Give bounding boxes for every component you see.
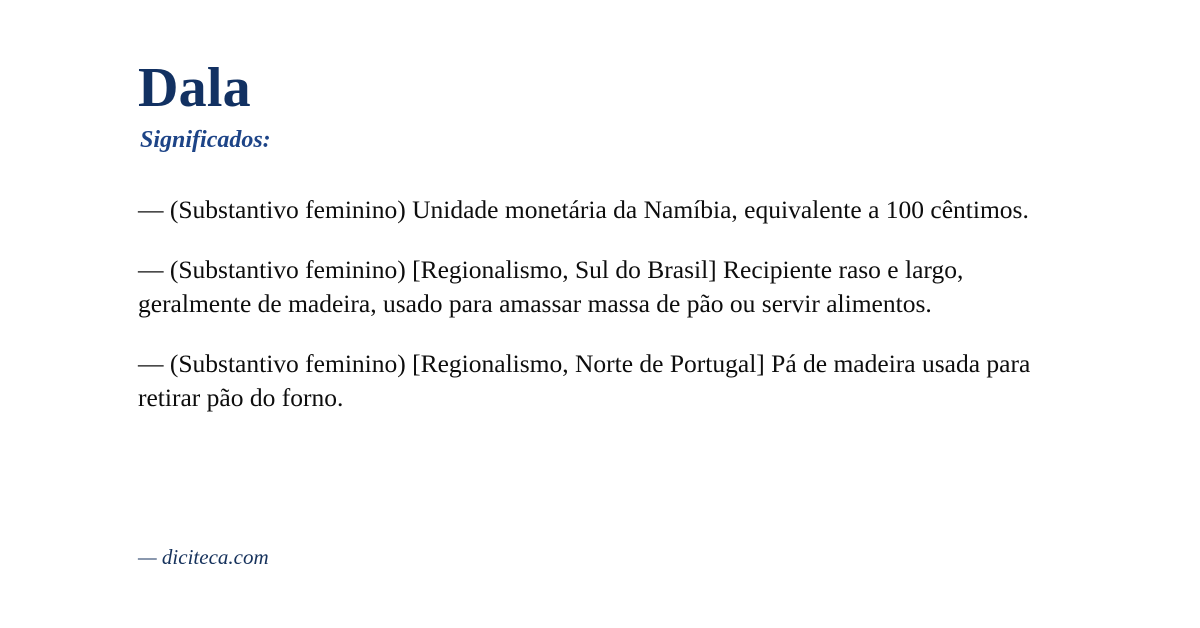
page-title: Dala — [138, 57, 251, 119]
meanings-label: Significados: — [140, 127, 271, 154]
definition-item: — (Substantivo feminino) [Regionalismo, Norte de Portugal] Pá de madeira usada para retirar pão do forno. — [138, 348, 1031, 412]
source-attribution: — diciteca.com — [138, 545, 269, 569]
definition-item: — (Substantivo feminino) Unidade monetária da Namíbia, equivalente a 100 cêntimos. — [138, 195, 1029, 225]
definition-item: — (Substantivo feminino) [Regionalismo, Sul do Brasil] Recipiente raso e largo, geralmente de madeira, usado para amassar massa de pão ou servir alimentos. — [138, 254, 964, 318]
definition-list — [138, 193, 1064, 415]
